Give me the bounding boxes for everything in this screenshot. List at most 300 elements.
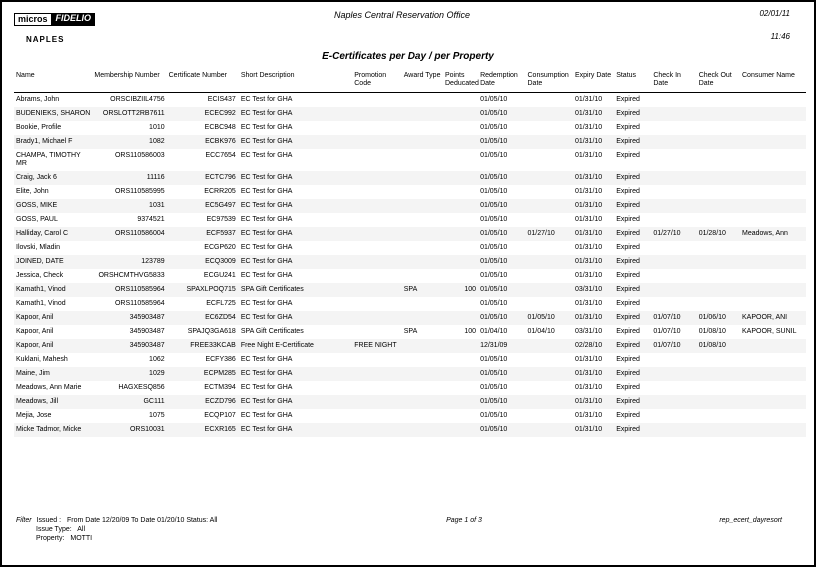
filter-issue-type-line [36, 525, 346, 534]
cell-certificate-number: ECPM285 [203, 370, 236, 377]
cell-redemption-date: 12/31/09 [480, 342, 508, 349]
cell-promotion-code [352, 241, 402, 255]
report-time: 11:46 [770, 32, 790, 41]
cell-consumer-name [740, 199, 806, 213]
cell-redemption-date: 01/05/10 [480, 426, 508, 433]
cell-check-in-date [651, 409, 696, 423]
cell-promotion-code [352, 93, 402, 108]
table-row [14, 395, 806, 409]
column-header-redemption-date: Redemption Date [478, 70, 525, 93]
cell-check-out-date: 01/08/10 [698, 328, 726, 335]
cell-name: Micke Tadmor, Micke [16, 426, 82, 433]
cell-consumer-name: Meadows, Ann [742, 230, 788, 237]
cell-award-type [402, 395, 443, 409]
cell-check-in-date [651, 241, 696, 255]
cell-membership-number: 1029 [149, 370, 165, 377]
cell-certificate-number: SPAXLPOQ715 [186, 286, 236, 293]
certificates-table [14, 70, 806, 437]
cell-check-out-date: 01/28/10 [698, 230, 726, 237]
cell-short-description: EC Test for GHA [240, 244, 293, 251]
cell-consumer-name [740, 185, 806, 199]
cell-award-type [402, 135, 443, 149]
cell-promotion-code [352, 311, 402, 325]
cell-short-description: EC Test for GHA [240, 202, 293, 209]
cell-short-description: EC Test for GHA [240, 258, 293, 265]
cell-redemption-date: 01/05/10 [480, 384, 508, 391]
cell-consumer-name: KAPOOR, ANI [742, 314, 788, 321]
cell-points-deducated [443, 409, 478, 423]
cell-membership-number: ORS110585964 [114, 300, 165, 307]
cell-expiry-date: 01/31/10 [574, 258, 603, 265]
cell-check-in-date: 01/27/10 [653, 230, 681, 237]
cell-consumer-name [740, 423, 806, 437]
cell-check-in-date [651, 353, 696, 367]
cell-consumer-name [740, 297, 806, 311]
cell-membership-number: ORSHCMTHVG5833 [98, 272, 165, 279]
filter-property-line [36, 534, 346, 543]
page-number: Page 1 of 3 [446, 517, 482, 524]
cell-certificate-number: EC6ZD54 [205, 314, 236, 321]
cell-check-in-date [651, 199, 696, 213]
cell-award-type [402, 353, 443, 367]
cell-certificate-number: EC97539 [206, 216, 236, 223]
cell-award-type [402, 367, 443, 381]
cell-consumption-date [526, 121, 573, 135]
cell-status: Expired [616, 398, 640, 405]
cell-expiry-date: 01/31/10 [574, 96, 603, 103]
cell-certificate-number: ECIS437 [207, 96, 236, 103]
cell-check-in-date [651, 269, 696, 283]
cell-expiry-date: 01/31/10 [574, 370, 603, 377]
cell-check-out-date [697, 409, 740, 423]
cell-status: Expired [616, 124, 640, 131]
cell-name: Ilovski, Mladin [16, 244, 60, 251]
cell-consumption-date: 01/04/10 [527, 328, 555, 335]
cell-consumer-name [740, 149, 806, 171]
cell-promotion-code [352, 171, 402, 185]
cell-name: Kapoor, Anil [16, 314, 54, 321]
micros-logo-text: micros [14, 13, 52, 26]
cell-points-deducated [443, 171, 478, 185]
cell-check-in-date [651, 283, 696, 297]
column-header-consumption-date: Consumption Date [526, 70, 573, 93]
cell-points-deducated [443, 199, 478, 213]
cell-consumption-date [526, 297, 573, 311]
cell-name: Brady1, Michael F [16, 138, 73, 145]
cell-expiry-date: 01/31/10 [574, 230, 603, 237]
cell-points-deducated [443, 255, 478, 269]
cell-membership-number: 1062 [149, 356, 165, 363]
cell-check-in-date [651, 255, 696, 269]
cell-consumer-name [740, 135, 806, 149]
cell-name: Kapoor, Anil [16, 342, 54, 349]
cell-expiry-date: 01/31/10 [574, 124, 603, 131]
cell-status: Expired [616, 384, 640, 391]
table-row [14, 199, 806, 213]
cell-redemption-date: 01/05/10 [480, 314, 508, 321]
cell-short-description: EC Test for GHA [240, 230, 293, 237]
cell-points-deducated [443, 297, 478, 311]
cell-points-deducated: 100 [464, 286, 477, 293]
cell-short-description: EC Test for GHA [240, 412, 293, 419]
column-header-expiry-date: Expiry Date [573, 70, 614, 93]
table-row [14, 339, 806, 353]
cell-consumer-name [740, 339, 806, 353]
cell-consumption-date [526, 171, 573, 185]
cell-award-type [402, 409, 443, 423]
cell-certificate-number: ECQ3009 [205, 258, 236, 265]
cell-check-in-date [651, 395, 696, 409]
cell-check-out-date: 01/06/10 [698, 314, 726, 321]
cell-short-description: EC Test for GHA [240, 370, 293, 377]
cell-promotion-code [352, 395, 402, 409]
cell-name: Craig, Jack 6 [16, 174, 57, 181]
cell-expiry-date: 01/31/10 [574, 244, 603, 251]
report-datetime [640, 9, 802, 41]
cell-promotion-code [352, 107, 402, 121]
cell-award-type [402, 149, 443, 171]
property-label: Property: [36, 535, 65, 542]
cell-membership-number: ORSLOTT2RB7611 [102, 110, 165, 117]
cell-certificate-number: SPAJQ3GA618 [187, 328, 236, 335]
cell-points-deducated [443, 311, 478, 325]
cell-consumption-date: 01/05/10 [527, 314, 555, 321]
cell-redemption-date: 01/05/10 [480, 110, 508, 117]
report-header [2, 2, 814, 44]
cell-consumption-date [526, 213, 573, 227]
cell-points-deducated [443, 107, 478, 121]
cell-membership-number: ORSCIBZIIL4756 [110, 96, 165, 103]
cell-certificate-number: ECGP620 [204, 244, 236, 251]
column-header-short-description: Short Description [239, 70, 352, 93]
cell-membership-number: 123789 [141, 258, 165, 265]
cell-membership-number: ORS110586003 [114, 152, 165, 159]
table-row [14, 227, 806, 241]
cell-status: Expired [616, 412, 640, 419]
cell-certificate-number: ECZD796 [205, 398, 236, 405]
cell-check-in-date [651, 93, 696, 108]
cell-check-in-date [651, 185, 696, 199]
cell-status: Expired [616, 96, 640, 103]
cell-short-description: EC Test for GHA [240, 124, 293, 131]
cell-promotion-code [352, 283, 402, 297]
cell-check-out-date [697, 93, 740, 108]
cell-certificate-number: FREE33KCAB [190, 342, 236, 349]
cell-short-description: EC Test for GHA [240, 300, 293, 307]
cell-consumption-date [526, 107, 573, 121]
report-id: rep_ecert_dayresort [719, 517, 782, 524]
cell-redemption-date: 01/05/10 [480, 286, 508, 293]
table-row [14, 311, 806, 325]
cell-consumption-date [526, 367, 573, 381]
filter-label: Filter [16, 517, 32, 524]
cell-consumer-name [740, 213, 806, 227]
cell-redemption-date: 01/05/10 [480, 96, 508, 103]
cell-consumption-date [526, 255, 573, 269]
cell-promotion-code [352, 381, 402, 395]
cell-check-in-date: 01/07/10 [653, 342, 681, 349]
filter-issued-line [16, 516, 346, 525]
cell-expiry-date: 02/28/10 [574, 342, 603, 349]
cell-points-deducated: 100 [464, 328, 477, 335]
cell-points-deducated [443, 339, 478, 353]
cell-award-type [402, 185, 443, 199]
cell-check-out-date: 01/08/10 [698, 342, 726, 349]
cell-check-out-date [697, 255, 740, 269]
cell-consumer-name [740, 395, 806, 409]
cell-promotion-code [352, 423, 402, 437]
cell-consumption-date [526, 199, 573, 213]
cell-points-deducated [443, 93, 478, 108]
cell-consumer-name: KAPOOR, SUNIL [742, 328, 797, 335]
cell-award-type [402, 199, 443, 213]
cell-name: Meadows, Jill [16, 398, 59, 405]
cell-name: JOINED, DATE [16, 258, 64, 265]
cell-consumer-name [740, 241, 806, 255]
cell-membership-number: 1082 [149, 138, 165, 145]
cell-membership-number: ORS110585964 [114, 286, 165, 293]
cell-membership-number: 345903487 [129, 342, 165, 349]
table-row [14, 381, 806, 395]
cell-short-description: SPA Gift Certificates [240, 286, 304, 293]
cell-redemption-date: 01/05/10 [480, 244, 508, 251]
logo-block [14, 9, 164, 44]
cell-certificate-number: ECTC796 [205, 174, 236, 181]
cell-name: Jessica, Check [16, 272, 64, 279]
cell-consumption-date [526, 149, 573, 171]
table-row [14, 135, 806, 149]
cell-check-out-date [697, 269, 740, 283]
cell-check-in-date [651, 135, 696, 149]
cell-consumer-name [740, 367, 806, 381]
cell-check-out-date [697, 395, 740, 409]
cell-certificate-number: ECFL725 [206, 300, 236, 307]
table-row [14, 353, 806, 367]
cell-redemption-date: 01/05/10 [480, 124, 508, 131]
cell-expiry-date: 03/31/10 [574, 328, 603, 335]
cell-redemption-date: 01/05/10 [480, 370, 508, 377]
cell-membership-number: 345903487 [129, 328, 165, 335]
cell-check-in-date: 01/07/10 [653, 314, 681, 321]
cell-consumption-date [526, 135, 573, 149]
cell-name: Kamath1, Vinod [16, 286, 66, 293]
cell-membership-number: 9374521 [137, 216, 165, 223]
cell-promotion-code [352, 199, 402, 213]
cell-name: Halliday, Carol C [16, 230, 68, 237]
issue-type-value: All [77, 526, 86, 533]
cell-check-out-date [697, 367, 740, 381]
cell-promotion-code [352, 255, 402, 269]
cell-name: GOSS, PAUL [16, 216, 58, 223]
cell-check-in-date [651, 297, 696, 311]
cell-expiry-date: 01/31/10 [574, 216, 603, 223]
cell-award-type [402, 107, 443, 121]
cell-expiry-date: 01/31/10 [574, 272, 603, 279]
column-header-check-out-date: Check Out Date [697, 70, 740, 93]
cell-short-description: EC Test for GHA [240, 272, 293, 279]
cell-membership-number: ORS110586004 [114, 230, 165, 237]
cell-promotion-code [352, 135, 402, 149]
cell-award-type [402, 121, 443, 135]
report-date: 02/01/11 [759, 9, 790, 18]
issued-label: Issued : [36, 517, 62, 524]
cell-short-description: EC Test for GHA [240, 110, 293, 117]
cell-award-type [402, 213, 443, 227]
cell-check-in-date [651, 171, 696, 185]
cell-short-description: EC Test for GHA [240, 188, 293, 195]
cell-status: Expired [616, 188, 640, 195]
cell-check-in-date [651, 381, 696, 395]
cell-check-out-date [697, 213, 740, 227]
cell-consumption-date [526, 269, 573, 283]
cell-award-type [402, 255, 443, 269]
micros-fidelio-logo [14, 13, 95, 26]
cell-redemption-date: 01/05/10 [480, 216, 508, 223]
cell-consumer-name [740, 283, 806, 297]
table-row [14, 269, 806, 283]
cell-certificate-number: ECBK976 [205, 138, 236, 145]
column-header-points-deducated: Points Deducated [443, 70, 478, 93]
cell-redemption-date: 01/05/10 [480, 188, 508, 195]
cell-redemption-date: 01/05/10 [480, 398, 508, 405]
cell-expiry-date: 01/31/10 [574, 138, 603, 145]
cell-promotion-code [352, 325, 402, 339]
cell-check-in-date [651, 107, 696, 121]
cell-expiry-date: 01/31/10 [574, 300, 603, 307]
cell-points-deducated [443, 353, 478, 367]
report-footer [2, 516, 814, 543]
cell-promotion-code [352, 409, 402, 423]
cell-short-description: EC Test for GHA [240, 152, 293, 159]
cell-status: Expired [616, 314, 640, 321]
table-row [14, 149, 806, 171]
column-header-membership-number: Membership Number [92, 70, 166, 93]
cell-short-description: EC Test for GHA [240, 426, 293, 433]
cell-status: Expired [616, 230, 640, 237]
cell-consumer-name [740, 171, 806, 185]
cell-certificate-number: ECEC992 [204, 110, 236, 117]
cell-consumer-name [740, 409, 806, 423]
cell-award-type [402, 171, 443, 185]
cell-consumption-date [526, 395, 573, 409]
cell-check-out-date [697, 185, 740, 199]
cell-check-in-date [651, 367, 696, 381]
cell-consumer-name [740, 269, 806, 283]
cell-promotion-code [352, 227, 402, 241]
cell-points-deducated [443, 423, 478, 437]
cell-certificate-number: ECTM394 [204, 384, 236, 391]
cell-award-type [402, 423, 443, 437]
cell-status: Expired [616, 286, 640, 293]
table-row [14, 297, 806, 311]
cell-points-deducated [443, 367, 478, 381]
cell-consumption-date [526, 241, 573, 255]
cell-consumption-date [526, 283, 573, 297]
cell-certificate-number: ECRR205 [204, 188, 236, 195]
cell-status: Expired [616, 370, 640, 377]
cell-expiry-date: 01/31/10 [574, 188, 603, 195]
cell-certificate-number: ECF5937 [206, 230, 236, 237]
cell-award-type [402, 241, 443, 255]
issued-value: From Date 12/20/09 To Date 01/20/10 Status: All [66, 517, 218, 524]
cell-certificate-number: ECBC948 [204, 124, 236, 131]
cell-check-in-date: 01/07/10 [653, 328, 681, 335]
cell-promotion-code [352, 121, 402, 135]
cell-award-type [402, 311, 443, 325]
cell-name: Mejia, Jose [16, 412, 52, 419]
column-header-promotion-code: Promotion Code [352, 70, 402, 93]
cell-promotion-code [352, 213, 402, 227]
cell-expiry-date: 01/31/10 [574, 174, 603, 181]
cell-name: GOSS, MIKE [16, 202, 58, 209]
cell-redemption-date: 01/05/10 [480, 138, 508, 145]
table-row [14, 213, 806, 227]
cell-membership-number: 345903487 [129, 314, 165, 321]
cell-points-deducated [443, 381, 478, 395]
cell-award-type [402, 93, 443, 108]
cell-points-deducated [443, 227, 478, 241]
cell-expiry-date: 01/31/10 [574, 412, 603, 419]
cell-membership-number: ORS110585995 [114, 188, 165, 195]
cell-consumption-date: 01/27/10 [527, 230, 555, 237]
cell-consumer-name [740, 353, 806, 367]
issue-type-label: Issue Type: [36, 526, 72, 533]
cell-expiry-date: 01/31/10 [574, 314, 603, 321]
cell-check-out-date [697, 199, 740, 213]
cell-expiry-date: 01/31/10 [574, 384, 603, 391]
table-row [14, 185, 806, 199]
cell-status: Expired [616, 328, 640, 335]
cell-check-out-date [697, 297, 740, 311]
cell-name: Elite, John [16, 188, 49, 195]
cell-expiry-date: 01/31/10 [574, 426, 603, 433]
column-header-award-type: Award Type [402, 70, 443, 93]
cell-check-out-date [697, 381, 740, 395]
cell-expiry-date: 01/31/10 [574, 398, 603, 405]
cell-status: Expired [616, 244, 640, 251]
table-row [14, 255, 806, 269]
cell-check-out-date [697, 135, 740, 149]
cell-points-deducated [443, 213, 478, 227]
cell-status: Expired [616, 174, 640, 181]
table-row [14, 325, 806, 339]
cell-award-type [402, 339, 443, 353]
cell-name: BUDENIEKS, SHARON [16, 110, 91, 117]
column-header-consumer-name: Consumer Name [740, 70, 806, 93]
cell-status: Expired [616, 426, 640, 433]
cell-status: Expired [616, 138, 640, 145]
cell-membership-number: 11116 [146, 174, 165, 181]
cell-award-type [402, 297, 443, 311]
cell-short-description: Free Night E-Certificate [240, 342, 314, 349]
cell-certificate-number: ECC7654 [205, 152, 236, 159]
cell-certificate-number: EC5G497 [205, 202, 236, 209]
cell-consumption-date [526, 423, 573, 437]
table-row [14, 283, 806, 297]
cell-redemption-date: 01/05/10 [480, 152, 508, 159]
cell-promotion-code [352, 297, 402, 311]
cell-status: Expired [616, 110, 640, 117]
cell-redemption-date: 01/05/10 [480, 202, 508, 209]
cell-membership-number: 1075 [149, 412, 165, 419]
cell-promotion-code [352, 149, 402, 171]
cell-consumption-date [526, 381, 573, 395]
cell-status: Expired [616, 152, 640, 159]
cell-award-type [402, 381, 443, 395]
cell-consumer-name [740, 121, 806, 135]
table-row [14, 121, 806, 135]
cell-points-deducated [443, 121, 478, 135]
